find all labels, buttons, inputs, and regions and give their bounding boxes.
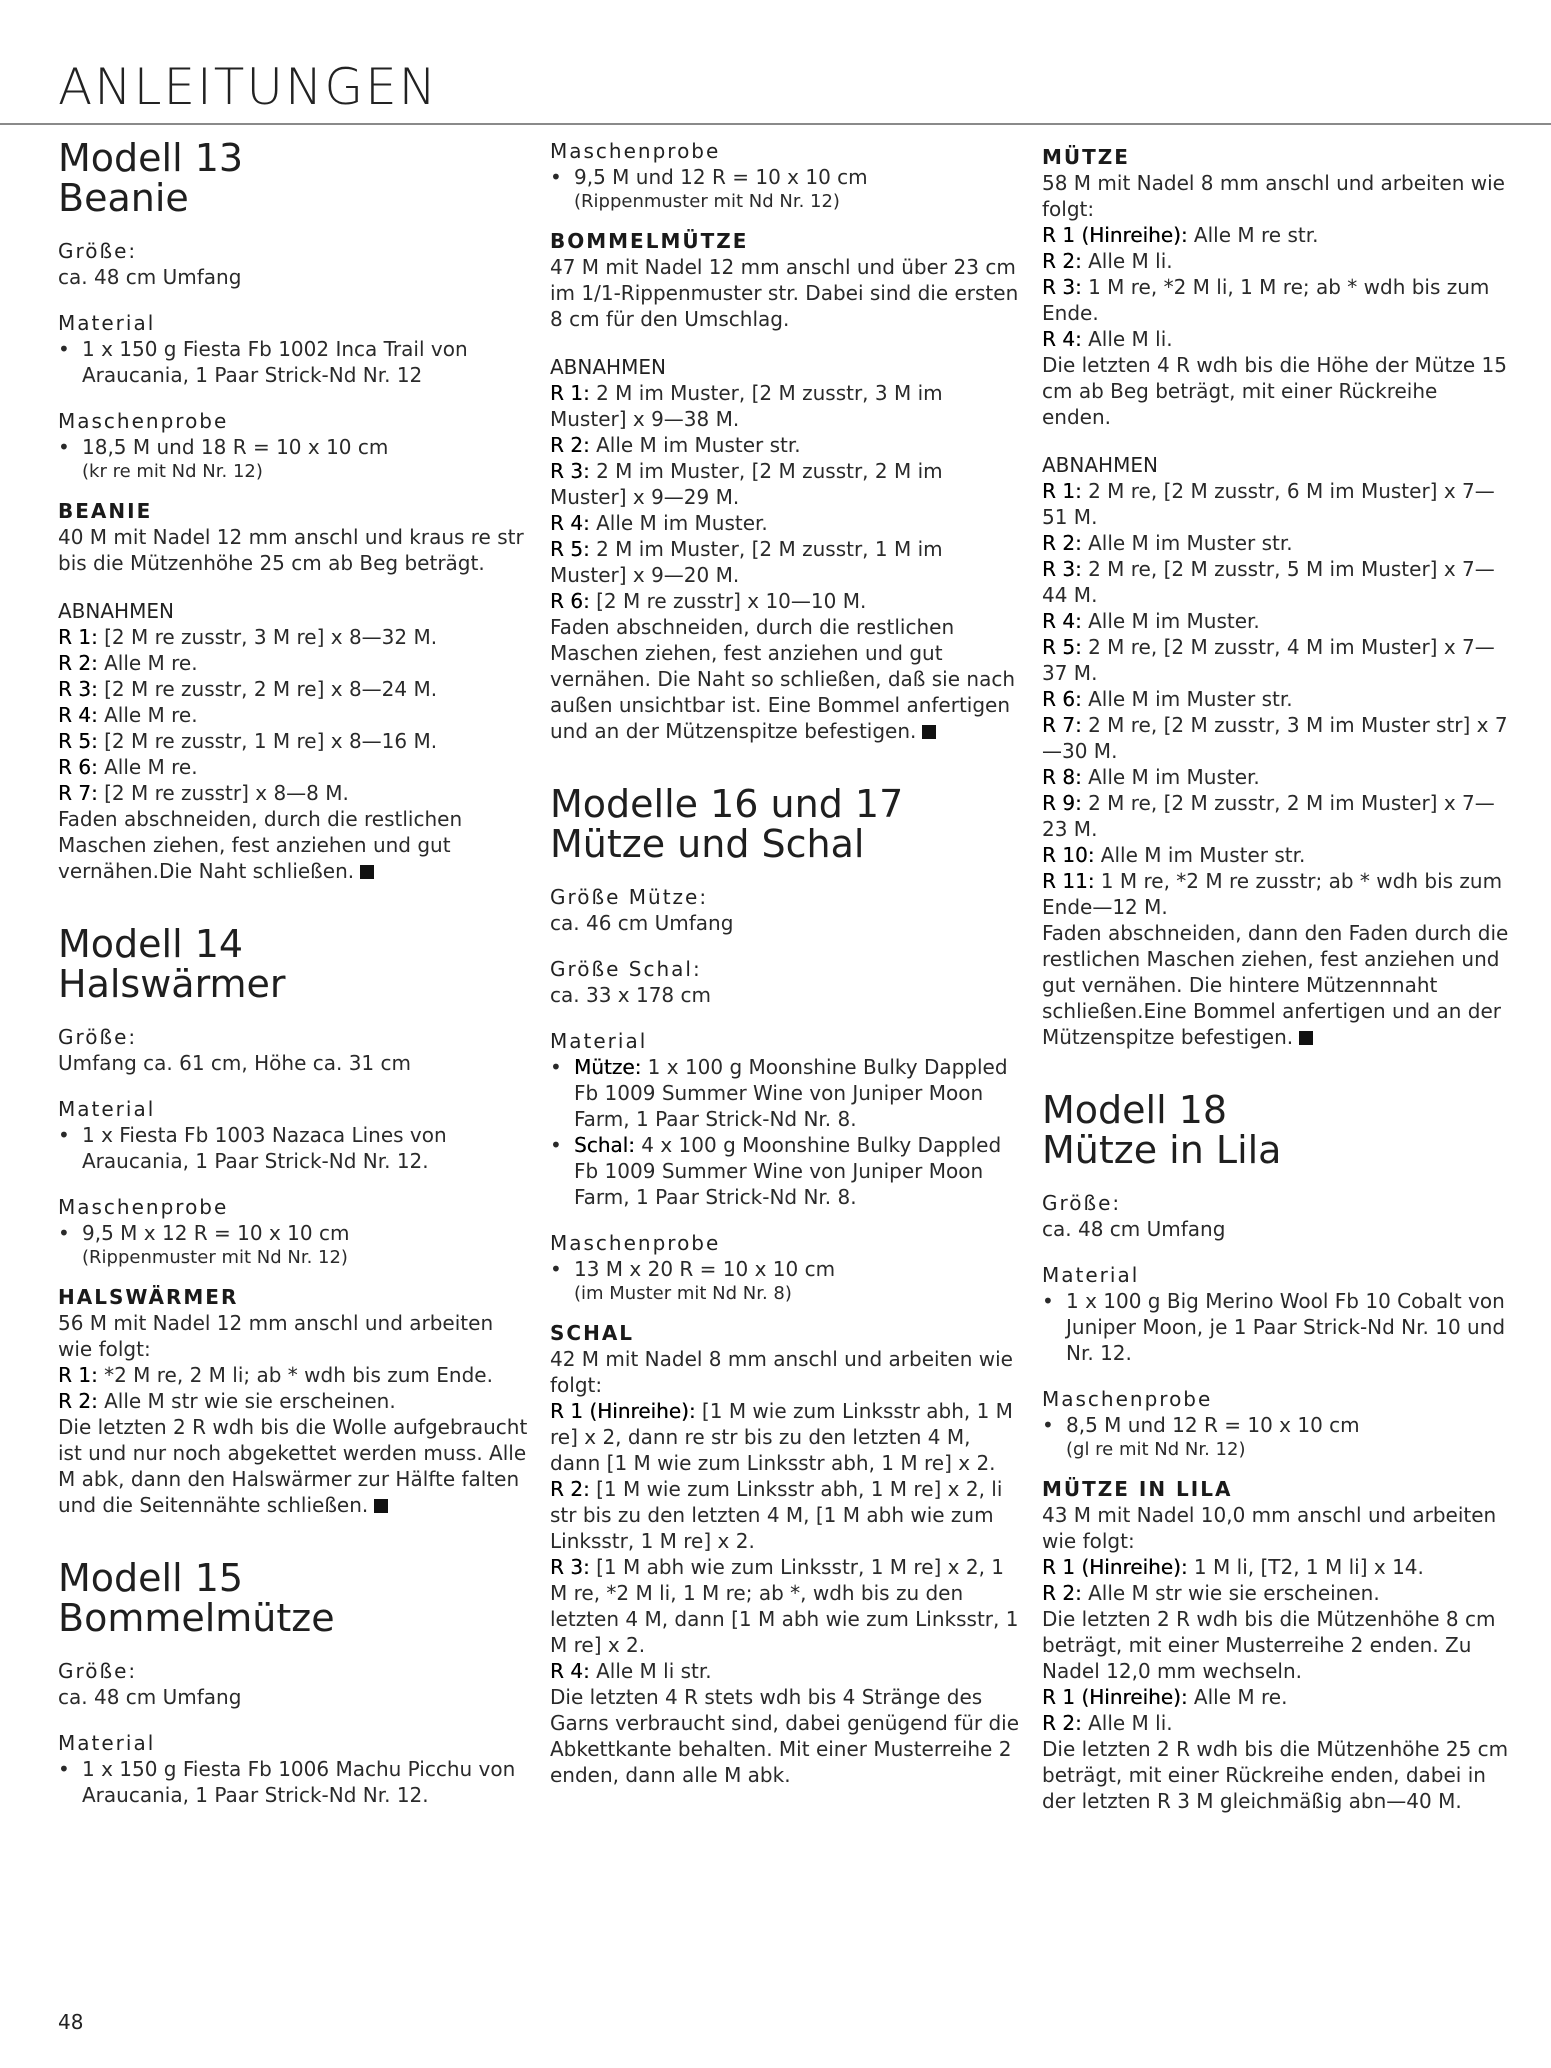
- instruction-row: R 3: [2 M re zusstr, 2 M re] x 8—24 M.: [58, 677, 438, 701]
- material-item: • Schal: 4 x 100 g Moonshine Bulky Dappled Fb 1009 Summer Wine von Juniper Moon Farm, 1 Paar Strick-Nd Nr. 8.: [550, 1132, 1020, 1210]
- instruction-row: R 2: Alle M str wie sie erscheinen.: [1042, 1581, 1380, 1605]
- material-label: Material: [58, 1097, 156, 1121]
- material-label: Material: [550, 1029, 648, 1053]
- instruction-row: R 1: [2 M re zusstr, 3 M re] x 8—32 M.: [58, 625, 438, 649]
- material-item: • 1 x 150 g Fiesta Fb 1002 Inca Trail von Araucania, 1 Paar Strick-Nd Nr. 12: [58, 336, 528, 388]
- instruction-row: R 6: Alle M im Muster str.: [1042, 687, 1293, 711]
- size-value: ca. 48 cm Umfang: [58, 265, 242, 289]
- end-text: Faden abschneiden, durch die restlichen Maschen ziehen, fest anziehen und gut vernähen.Die Naht schließen.: [58, 807, 463, 883]
- instruction-row: R 4: Alle M im Muster.: [1042, 609, 1260, 633]
- instruction-row: R 8: Alle M im Muster.: [1042, 765, 1260, 789]
- gauge-note: (kr re mit Nd Nr. 12): [82, 461, 263, 482]
- instruction-row: R 5: 2 M im Muster, [2 M zusstr, 1 M im Muster] x 9—20 M.: [550, 537, 943, 587]
- material-list: [58, 1122, 528, 1174]
- section-heading: BOMMELMÜTZE: [550, 229, 749, 253]
- instruction-row: R 2: Alle M re.: [58, 651, 198, 675]
- model-13-subtitle: Beanie: [58, 176, 189, 220]
- instruction-row: R 2: Alle M li.: [1042, 1711, 1173, 1735]
- instruction-row: R 6: [2 M re zusstr] x 10—10 M.: [550, 589, 867, 613]
- column-2: [550, 138, 1020, 1788]
- size-value: ca. 48 cm Umfang: [58, 1685, 242, 1709]
- size-label: Größe:: [1042, 1191, 1122, 1215]
- size-value: Umfang ca. 61 cm, Höhe ca. 31 cm: [58, 1051, 411, 1075]
- model-13-title: Modell 13: [58, 136, 244, 180]
- model-14-subtitle: Halswärmer: [58, 962, 286, 1006]
- end-text: Die letzten 2 R wdh bis die Wolle aufgebraucht ist und nur noch abgekettet werden muss. Alle M abk, dann den Halswärmer zur Hälfte falten und die Seitennähte schließen.: [58, 1415, 528, 1517]
- instruction-row: R 11: 1 M re, *2 M re zusstr; ab * wdh bis zum Ende—12 M.: [1042, 869, 1503, 919]
- instruction-row: R 3: [1 M abh wie zum Linksstr, 1 M re] x 2, 1 M re, *2 M li, 1 M re; ab *, wdh bis zu den letzten 4 M, dann [1 M abh wie zum Linksstr, 1 M re] x 2.: [550, 1555, 1019, 1657]
- gauge-item: • 13 M x 20 R = 10 x 10 cm: [550, 1256, 1020, 1282]
- section-heading: HALSWÄRMER: [58, 1285, 239, 1309]
- instruction-row: R 1 (Hinreihe): Alle M re.: [1042, 1685, 1288, 1709]
- material-label: Material: [58, 311, 156, 335]
- material-label: Material: [58, 1731, 156, 1755]
- instruction-row: R 1: 2 M re, [2 M zusstr, 6 M im Muster] x 7—51 M.: [1042, 479, 1495, 529]
- material-list: [550, 1054, 1020, 1210]
- section-heading: MÜTZE: [1042, 145, 1130, 169]
- material-label: Material: [1042, 1263, 1140, 1287]
- instruction-row: R 4: Alle M li.: [1042, 327, 1173, 351]
- section-text: 56 M mit Nadel 12 mm anschl und arbeiten wie folgt:: [58, 1311, 494, 1361]
- size-scarf-label: Größe Schal:: [550, 957, 702, 981]
- model-15-title: Modell 15: [58, 1556, 244, 1600]
- section-text: 40 M mit Nadel 12 mm anschl und kraus re str bis die Mützenhöhe 25 cm ab Beg beträgt.: [58, 525, 524, 575]
- gauge-note: (Rippenmuster mit Nd Nr. 12): [574, 191, 840, 212]
- end-text: Faden abschneiden, durch die restlichen Maschen ziehen, fest anziehen und gut vernähen. Die Naht so schließen, daß sie nach außen unsichtbar ist. Eine Bommel anfertigen und an der Mützenspitze befestigen.: [550, 615, 1015, 743]
- instruction-row: R 1 (Hinreihe): Alle M re str.: [1042, 223, 1319, 247]
- instruction-row: R 2: [1 M wie zum Linksstr abh, 1 M re] x 2, li str bis zu den letzten 4 M, [1 M abh wie zum Linksstr, 1 M re] x 2.: [550, 1477, 1003, 1553]
- end-square-icon: [374, 1499, 388, 1513]
- instruction-row: R 2: Alle M im Muster str.: [1042, 531, 1293, 555]
- section-heading: BEANIE: [58, 499, 153, 523]
- instruction-row: R 6: Alle M re.: [58, 755, 198, 779]
- end-text: Faden abschneiden, dann den Faden durch die restlichen Maschen ziehen, fest anziehen und gut vernähen. Die hintere Mützennnaht schließen.Eine Bommel anfertigen und an der Mützenspitze befestigen.: [1042, 921, 1509, 1049]
- gauge-label: Maschenprobe: [550, 139, 721, 163]
- material-item: • 1 x 100 g Big Merino Wool Fb 10 Cobalt von Juniper Moon, je 1 Paar Strick-Nd Nr. 10 und Nr. 12.: [1042, 1288, 1512, 1366]
- mid-text: Die letzten 2 R wdh bis die Mützenhöhe 8 cm beträgt, mit einer Musterreihe 2 enden. Zu Nadel 12,0 mm wechseln.: [1042, 1607, 1496, 1683]
- instruction-row: R 5: [2 M re zusstr, 1 M re] x 8—16 M.: [58, 729, 438, 753]
- material-list: [58, 336, 528, 388]
- gauge-item: • 18,5 M und 18 R = 10 x 10 cm: [58, 434, 528, 460]
- size-hat-label: Größe Mütze:: [550, 885, 709, 909]
- size-value: ca. 48 cm Umfang: [1042, 1217, 1226, 1241]
- material-item: • Mütze: 1 x 100 g Moonshine Bulky Dappled Fb 1009 Summer Wine von Juniper Moon Farm, 1 Paar Strick-Nd Nr. 8.: [550, 1054, 1020, 1132]
- gauge-list: [58, 1220, 528, 1246]
- gauge-list: [550, 164, 1020, 190]
- mid-text: Die letzten 4 R wdh bis die Höhe der Mütze 15 cm ab Beg beträgt, mit einer Rückreihe enden.: [1042, 353, 1507, 429]
- model-18-subtitle: Mütze in Lila: [1042, 1128, 1282, 1172]
- instruction-row: R 3: 2 M re, [2 M zusstr, 5 M im Muster] x 7—44 M.: [1042, 557, 1495, 607]
- size-label: Größe:: [58, 1025, 138, 1049]
- instruction-row: R 2: Alle M str wie sie erscheinen.: [58, 1389, 396, 1413]
- end-square-icon: [1299, 1031, 1313, 1045]
- section-heading: SCHAL: [550, 1321, 635, 1345]
- gauge-note: (gl re mit Nd Nr. 12): [1066, 1439, 1246, 1460]
- page-number: 48: [58, 2010, 84, 2034]
- size-label: Größe:: [58, 239, 138, 263]
- gauge-label: Maschenprobe: [1042, 1387, 1213, 1411]
- header-rule: [0, 123, 1551, 125]
- section-text: 47 M mit Nadel 12 mm anschl und über 23 cm im 1/1-Rippenmuster str. Dabei sind die ersten 8 cm für den Umschlag.: [550, 255, 1019, 331]
- instruction-row: R 1: 2 M im Muster, [2 M zusstr, 3 M im Muster] x 9—38 M.: [550, 381, 943, 431]
- instruction-row: R 3: 2 M im Muster, [2 M zusstr, 2 M im Muster] x 9—29 M.: [550, 459, 943, 509]
- instruction-row: R 4: Alle M li str.: [550, 1659, 712, 1683]
- gauge-note: (Rippenmuster mit Nd Nr. 12): [82, 1247, 348, 1268]
- material-list: [1042, 1288, 1512, 1366]
- material-item: • 1 x Fiesta Fb 1003 Nazaca Lines von Araucania, 1 Paar Strick-Nd Nr. 12.: [58, 1122, 528, 1174]
- instruction-row: R 7: [2 M re zusstr] x 8—8 M.: [58, 781, 349, 805]
- material-item: • 1 x 150 g Fiesta Fb 1006 Machu Picchu von Araucania, 1 Paar Strick-Nd Nr. 12.: [58, 1756, 528, 1808]
- section-text: 58 M mit Nadel 8 mm anschl und arbeiten wie folgt:: [1042, 171, 1505, 221]
- model-16-17-title: Modelle 16 und 17: [550, 782, 904, 826]
- decrease-label: ABNAHMEN: [58, 599, 174, 623]
- model-14-title: Modell 14: [58, 922, 244, 966]
- instruction-row: R 1 (Hinreihe): [1 M wie zum Linksstr abh, 1 M re] x 2, dann re str bis zu den letzten 4 M, dann [1 M wie zum Linksstr abh, 1 M re] x 2.: [550, 1399, 1013, 1475]
- instruction-row: R 5: 2 M re, [2 M zusstr, 4 M im Muster] x 7—37 M.: [1042, 635, 1495, 685]
- section-text: 43 M mit Nadel 10,0 mm anschl und arbeiten wie folgt:: [1042, 1503, 1497, 1553]
- end-square-icon: [922, 725, 936, 739]
- instruction-row: R 4: Alle M im Muster.: [550, 511, 768, 535]
- model-18-title: Modell 18: [1042, 1088, 1228, 1132]
- decrease-label: ABNAHMEN: [550, 355, 666, 379]
- material-list: [58, 1756, 528, 1808]
- gauge-label: Maschenprobe: [58, 409, 229, 433]
- section-heading: MÜTZE IN LILA: [1042, 1477, 1233, 1501]
- instruction-row: R 1 (Hinreihe): 1 M li, [T2, 1 M li] x 14.: [1042, 1555, 1424, 1579]
- instruction-row: R 9: 2 M re, [2 M zusstr, 2 M im Muster] x 7—23 M.: [1042, 791, 1495, 841]
- gauge-list: [550, 1256, 1020, 1282]
- instruction-row: R 2: Alle M li.: [1042, 249, 1173, 273]
- gauge-label: Maschenprobe: [58, 1195, 229, 1219]
- model-16-17-subtitle: Mütze und Schal: [550, 822, 865, 866]
- gauge-list: [1042, 1412, 1512, 1438]
- end-text: Die letzten 2 R wdh bis die Mützenhöhe 25 cm beträgt, mit einer Rückreihe enden, dabei in der letzten R 3 M gleichmäßig abn—40 M.: [1042, 1737, 1509, 1813]
- gauge-label: Maschenprobe: [550, 1231, 721, 1255]
- gauge-note: (im Muster mit Nd Nr. 8): [574, 1283, 792, 1304]
- end-text: Die letzten 4 R stets wdh bis 4 Stränge des Garns verbraucht sind, dabei genügend für die Abkettkante behalten. Mit einer Musterreihe 2 enden, dann alle M abk.: [550, 1685, 1020, 1787]
- instruction-row: R 2: Alle M im Muster str.: [550, 433, 801, 457]
- instruction-row: R 4: Alle M re.: [58, 703, 198, 727]
- size-scarf-value: ca. 33 x 178 cm: [550, 983, 711, 1007]
- page-header: ANLEITUNGEN: [58, 58, 439, 116]
- size-hat-value: ca. 46 cm Umfang: [550, 911, 734, 935]
- size-label: Größe:: [58, 1659, 138, 1683]
- gauge-list: [58, 434, 528, 460]
- instruction-row: R 10: Alle M im Muster str.: [1042, 843, 1306, 867]
- gauge-item: • 9,5 M und 12 R = 10 x 10 cm: [550, 164, 1020, 190]
- instruction-row: R 3: 1 M re, *2 M li, 1 M re; ab * wdh bis zum Ende.: [1042, 275, 1490, 325]
- gauge-item: • 9,5 M x 12 R = 10 x 10 cm: [58, 1220, 528, 1246]
- instruction-row: R 1: *2 M re, 2 M li; ab * wdh bis zum Ende.: [58, 1363, 493, 1387]
- column-3: [1042, 138, 1512, 1814]
- gauge-item: • 8,5 M und 12 R = 10 x 10 cm: [1042, 1412, 1512, 1438]
- section-text: 42 M mit Nadel 8 mm anschl und arbeiten wie folgt:: [550, 1347, 1013, 1397]
- end-square-icon: [360, 865, 374, 879]
- column-1: [58, 138, 528, 1808]
- instruction-row: R 7: 2 M re, [2 M zusstr, 3 M im Muster str] x 7—30 M.: [1042, 713, 1508, 763]
- model-15-subtitle: Bommelmütze: [58, 1596, 335, 1640]
- decrease-label: ABNAHMEN: [1042, 453, 1158, 477]
